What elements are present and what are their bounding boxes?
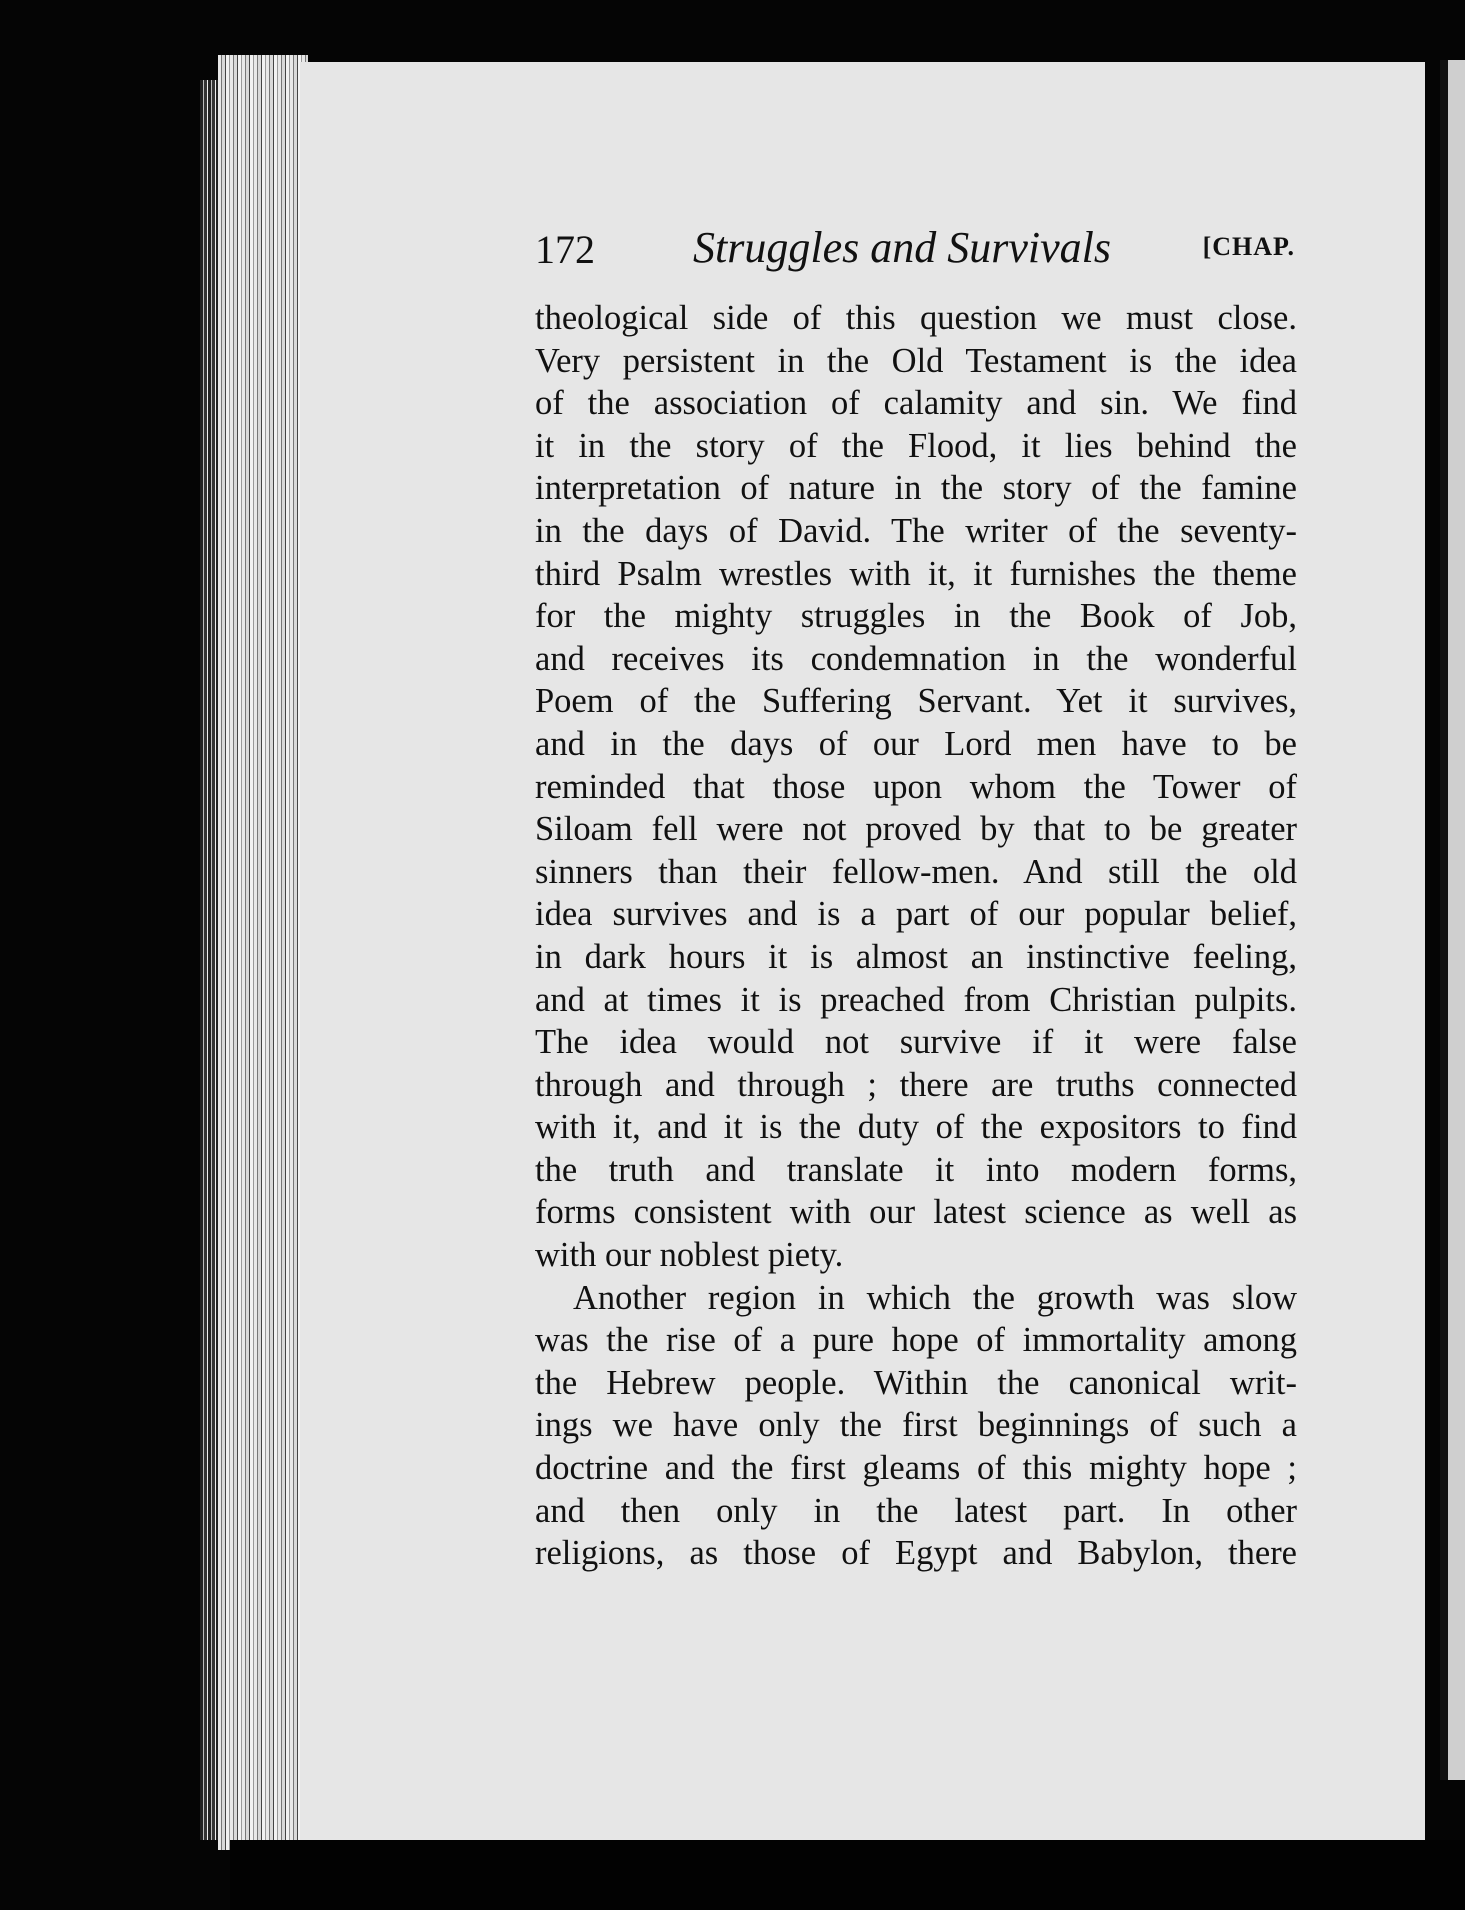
text-line: with it, and it is the duty of the expositors to find	[535, 1108, 1297, 1147]
text-line: Another region in which the growth was slow	[573, 1278, 1297, 1317]
text-line: through and through ; there are truths connected	[535, 1065, 1297, 1104]
text-line: and receives its condemnation in the wonderful	[535, 639, 1297, 678]
text-line: theological side of this question we must close.	[535, 299, 1297, 337]
text-line: and in the days of our Lord men have to be	[535, 724, 1297, 763]
text-line: interpretation of nature in the story of the famine	[535, 469, 1297, 508]
page-edges	[218, 55, 308, 1850]
scanner-shadow	[230, 1840, 1465, 1910]
text-line: it in the story of the Flood, it lies behind the	[535, 426, 1297, 465]
text-line: The idea would not survive if it were false	[535, 1023, 1297, 1062]
text-line: the Hebrew people. Within the canonical writ-	[535, 1363, 1297, 1402]
page-number: 172	[535, 227, 595, 272]
text-line: forms consistent with our latest science as well as	[535, 1193, 1297, 1232]
body-text	[535, 297, 1297, 1575]
text-line: was the rise of a pure hope of immortality among	[535, 1321, 1297, 1360]
text-line: ings we have only the first beginnings of such a	[535, 1406, 1297, 1445]
facing-page-edge	[1440, 60, 1465, 1780]
text-line: idea survives and is a part of our popular belief,	[535, 895, 1297, 934]
running-title: Struggles and Survivals	[693, 223, 1111, 272]
text-line: the truth and translate it into modern forms,	[535, 1150, 1297, 1189]
text-line: Siloam fell were not proved by that to be greater	[535, 810, 1297, 849]
text-line: of the association of calamity and sin. We find	[535, 384, 1297, 423]
text-line: with our noblest piety.	[535, 1236, 844, 1275]
text-line: Poem of the Suffering Servant. Yet it survives,	[535, 682, 1297, 721]
text-line: third Psalm wrestles with it, it furnishes the theme	[535, 554, 1297, 593]
text-line: religions, as those of Egypt and Babylon, there	[535, 1534, 1297, 1573]
chapter-mark: [CHAP.	[1202, 232, 1295, 261]
text-line: and then only in the latest part. In other	[535, 1491, 1297, 1530]
text-line: doctrine and the first gleams of this mighty hope ;	[535, 1449, 1297, 1488]
text-line: for the mighty struggles in the Book of Job,	[535, 597, 1297, 636]
text-line: in the days of David. The writer of the seventy-	[535, 511, 1297, 550]
text-line: reminded that those upon whom the Tower of	[535, 767, 1297, 806]
text-line: Very persistent in the Old Testament is the idea	[535, 341, 1297, 380]
text-line: in dark hours it is almost an instinctive feeling,	[535, 937, 1297, 976]
text-line: sinners than their fellow-men. And still the old	[535, 852, 1297, 891]
text-line: and at times it is preached from Christian pulpits.	[535, 980, 1297, 1019]
page-header	[535, 222, 1295, 282]
